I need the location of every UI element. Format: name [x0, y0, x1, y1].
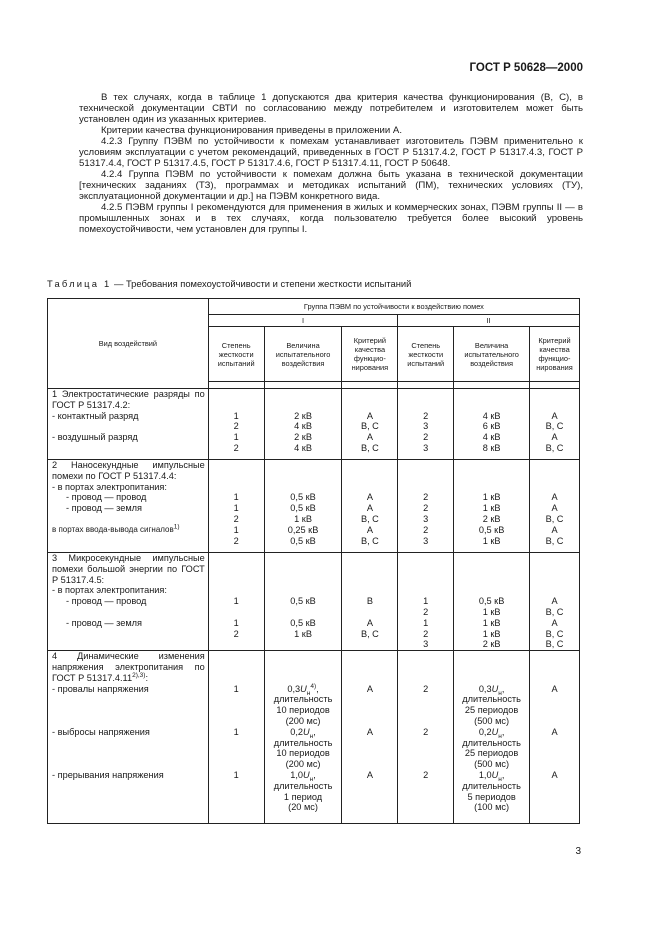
row-title: 3 Микросекундные импульсные помехи большой энергии по ГОСТ Р 51317.4.5:: [52, 553, 205, 585]
cell-value: 4 кВ: [482, 432, 501, 443]
cell-value-subscript: н: [498, 775, 502, 783]
cell-criterion: В, С: [360, 442, 379, 453]
cell-criterion: В: [366, 596, 373, 607]
page-number: 3: [575, 846, 581, 857]
cell-value: 10 периодов: [276, 705, 330, 716]
footnote-ref: 4): [310, 682, 317, 690]
cell-value-number: 0,2: [290, 726, 304, 737]
cell-criterion: А: [366, 726, 373, 737]
cell-value: (20 мс): [288, 802, 318, 813]
cell-value: (500 мс): [474, 715, 510, 726]
cell-degree: 1: [233, 617, 239, 628]
cell-criterion: А: [366, 683, 373, 694]
header-group: Группа ПЭВМ по устойчивости к воздействию помех: [208, 299, 579, 315]
cell-degree: 2: [423, 628, 429, 639]
cell-degree: 1: [423, 596, 429, 607]
paragraph: 4.2.3 Группу ПЭВМ по устойчивости к помехам устанавливает изготовитель ПЭВМ применительно к условиям эксплуатации с учетом рекомендаций, приведенных в ГОСТ Р 51317.4.2, ГОСТ Р 51317.4.3, ГОСТ Р 51317.4.4, ГОСТ Р 51317.4.5, ГОСТ Р 51317.4.6, ГОСТ Р 51317.4.11, ГОСТ Р 50648.: [79, 136, 583, 169]
footnote-ref: 1): [173, 523, 180, 531]
cell-value: 0,5 кВ: [478, 596, 505, 607]
cell-value-number: 1,0: [290, 769, 304, 780]
table-caption: [47, 278, 411, 289]
requirements-table: [47, 298, 580, 824]
cell-criterion: А: [551, 769, 558, 780]
cell-value: 2 кВ: [482, 639, 501, 650]
row-title-text: 4 Динамические изменения напряжения электропитания по ГОСТ Р 51317.4.11: [52, 651, 205, 683]
cell-degree: 1: [233, 503, 239, 514]
cell-value: 0,5 кВ: [290, 617, 316, 628]
cell-value: 1 кВ: [482, 606, 501, 617]
cell-value: длительность: [273, 694, 333, 705]
cell-value: 1 кВ: [294, 628, 312, 639]
cell-value: 1 кВ: [482, 628, 501, 639]
row-title-end: :: [145, 672, 149, 683]
cell-value: 2 кВ: [294, 410, 312, 421]
row-title: [48, 651, 208, 683]
row-label: - выбросы напряжения: [52, 726, 150, 737]
cell-value-symbol: U: [491, 769, 499, 780]
cell-degree: 1: [233, 596, 239, 607]
cell-criterion: А: [551, 726, 558, 737]
cell-criterion: А: [551, 492, 558, 503]
cell-value-number: 0,2: [478, 726, 492, 737]
row-label: - воздушный разряд: [52, 432, 138, 443]
cell-value: 25 периодов: [464, 748, 519, 759]
cell-degree: 2: [423, 769, 429, 780]
cell-value: $1,0U_н$,: [478, 769, 505, 783]
header-group-1: I: [208, 315, 398, 327]
table-row: [48, 460, 580, 553]
cell-degree: 3: [423, 421, 429, 432]
cell-value: 4 кВ: [294, 442, 312, 453]
cell-value-number: 1,0: [478, 769, 492, 780]
row-label: - прерывания напряжения: [52, 769, 164, 780]
cell-criterion: А: [366, 432, 373, 443]
footnote-ref: 2),3): [132, 671, 146, 679]
cell-value: $0,2U_н$,: [290, 726, 316, 740]
cell-criterion: В, С: [545, 606, 564, 617]
cell-degree: 3: [423, 639, 429, 650]
table-caption-text: — Требования помехоустойчивости и степени жесткости испытаний: [111, 278, 412, 289]
header-degree: Степень жесткости испытаний: [208, 327, 264, 382]
cell-degree: 2: [423, 410, 429, 421]
cell-value: 5 периодов: [467, 791, 516, 802]
cell-value: (200 мс): [285, 759, 321, 770]
cell-criterion: В, С: [545, 421, 564, 432]
cell-degree: 1: [233, 410, 239, 421]
body-text: [79, 92, 583, 235]
cell-degree: 2: [423, 432, 429, 443]
cell-degree: 2: [233, 421, 239, 432]
cell-value: $1,0U_н$,: [290, 769, 316, 783]
cell-value-subscript: н: [306, 689, 311, 697]
cell-value-symbol: U: [300, 683, 307, 694]
paragraph: Критерии качества функционирования приведены в приложении А.: [101, 125, 402, 136]
cell-criterion: А: [551, 617, 558, 628]
row-label: - провод — земля: [66, 503, 143, 514]
cell-value-symbol: U: [303, 769, 310, 780]
row-label: - провод — провод: [66, 596, 147, 607]
cell-degree: 2: [423, 726, 429, 737]
cell-degree: 2: [423, 492, 429, 503]
cell-degree: 2: [233, 513, 239, 524]
cell-value: 0,5 кВ: [478, 524, 505, 535]
cell-criterion: В, С: [360, 421, 379, 432]
cell-criterion: А: [551, 432, 558, 443]
cell-criterion: В, С: [360, 513, 379, 524]
cell-criterion: А: [551, 524, 558, 535]
cell-value: 0,25 кВ: [287, 524, 319, 535]
cell-criterion: А: [551, 596, 558, 607]
cell-degree: 1: [423, 617, 429, 628]
cell-value-symbol: U: [491, 683, 499, 694]
cell-degree: 3: [423, 513, 429, 524]
cell-value: 0,5 кВ: [290, 492, 316, 503]
cell-degree: 1: [233, 726, 239, 737]
cell-criterion: А: [551, 683, 558, 694]
cell-criterion: В, С: [360, 535, 379, 546]
cell-value: 4 кВ: [294, 421, 312, 432]
cell-degree: 1: [233, 769, 239, 780]
cell-value: 0,5 кВ: [290, 535, 316, 546]
table-row: [48, 553, 580, 651]
cell-value: 0,5 кВ: [290, 596, 316, 607]
cell-degree: 2: [423, 683, 429, 694]
paragraph: В тех случаях, когда в таблице 1 допускаются два критерия качества функционирования (В, С), в технической документации СВТИ по согласованию между потребителем и изготовителем может быть установлен один из указанных критериев.: [79, 92, 583, 125]
cell-value: (200 мс): [285, 715, 321, 726]
cell-degree: 3: [423, 535, 429, 546]
cell-value: длительность: [273, 780, 333, 791]
cell-criterion: А: [366, 769, 373, 780]
cell-value: 1 кВ: [482, 503, 501, 514]
cell-value: 0,5 кВ: [290, 503, 316, 514]
row-label: - провод — провод: [66, 492, 147, 503]
cell-value-subscript: н: [498, 689, 502, 697]
cell-value: 2 кВ: [294, 432, 312, 443]
row-label: [48, 525, 208, 536]
document-id: ГОСТ Р 50628—2000: [469, 62, 583, 74]
cell-degree: 2: [423, 524, 429, 535]
cell-degree: 3: [423, 442, 429, 453]
cell-criterion: А: [551, 503, 558, 514]
table-row: [48, 389, 580, 460]
row-title: 2 Наносекундные импульсные помехи по ГОСТ Р 51317.4.4:: [52, 460, 205, 481]
cell-value-number: 0,3: [478, 683, 492, 694]
header-value: Величина испытательного воздействия: [264, 327, 342, 382]
paragraph: 4.2.5 ПЭВМ группы I рекомендуются для применения в жилых и коммерческих зонах, ПЭВМ группы II — в промышленных зонах и в тех случаях, когда пользователю требуется более высокий уровень помехоустойчивости, чем установлен для группы I.: [79, 202, 583, 235]
row-label: - провод — земля: [66, 617, 143, 628]
paragraph: 4.2.4 Группа ПЭВМ по устойчивости к помехам должна быть указана в технической документации [технических заданиях (ТЗ), программах и методиках испытаний (ПМ), технических условиях (ТУ), эксплуатационной документации и др.] на ПЭВМ конкретного вида.: [79, 169, 583, 202]
cell-value: длительность: [462, 694, 521, 705]
cell-criterion: А: [366, 524, 373, 535]
cell-criterion: А: [366, 410, 373, 421]
cell-degree: 2: [233, 535, 239, 546]
header-degree: Степень жесткости испытаний: [398, 327, 454, 382]
cell-value-subscript: н: [309, 732, 314, 740]
cell-value-subscript: н: [309, 775, 314, 783]
cell-degree: 2: [423, 606, 429, 617]
cell-value: 4 кВ: [482, 410, 501, 421]
header-group-2: II: [398, 315, 580, 327]
cell-value: $0,3U_н$,: [478, 683, 505, 697]
cell-criterion: А: [366, 503, 373, 514]
cell-value: 10 периодов: [276, 748, 330, 759]
cell-value: 1 кВ: [482, 535, 501, 546]
cell-criterion: В, С: [545, 639, 564, 650]
header-influence: Вид воздействий: [48, 299, 209, 389]
cell-value: длительность: [462, 737, 521, 748]
row-title: 1 Электростатические разряды по ГОСТ Р 51317.4.2:: [52, 389, 205, 410]
row-label: - провалы напряжения: [52, 683, 149, 694]
cell-value: 1 кВ: [294, 513, 312, 524]
row-label: - контактный разряд: [52, 410, 139, 421]
cell-value: (500 мс): [474, 759, 510, 770]
cell-degree: 2: [233, 628, 239, 639]
cell-criterion: А: [366, 492, 373, 503]
cell-value: $0,3U_н^{4)}$,: [287, 682, 319, 697]
cell-value: 1 период: [283, 791, 323, 802]
cell-value: 25 периодов: [464, 705, 519, 716]
row-label-text: в портах ввода-вывода сигналов: [52, 524, 174, 534]
cell-criterion: В, С: [360, 628, 379, 639]
cell-criterion: В, С: [545, 513, 564, 524]
cell-criterion: В, С: [545, 628, 564, 639]
cell-degree: 1: [233, 492, 239, 503]
cell-degree: 2: [233, 442, 239, 453]
header-criterion: Критерий качества функцио-нирования: [530, 327, 580, 382]
cell-value-number: 0,3: [287, 683, 301, 694]
cell-value: (100 мс): [474, 802, 510, 813]
cell-value: 6 кВ: [482, 421, 501, 432]
cell-criterion: В, С: [545, 535, 564, 546]
cell-criterion: А: [551, 410, 558, 421]
cell-value: 8 кВ: [482, 442, 501, 453]
cell-value: 2 кВ: [482, 513, 501, 524]
header-criterion: Критерий качества функцио-нирования: [342, 327, 398, 382]
row-label: - в портах электропитания:: [52, 585, 167, 596]
cell-degree: 1: [233, 524, 239, 535]
cell-value: 1 кВ: [482, 617, 501, 628]
cell-degree: 1: [233, 432, 239, 443]
cell-value: длительность: [273, 737, 333, 748]
cell-value-symbol: U: [303, 726, 310, 737]
cell-value-symbol: U: [491, 726, 499, 737]
cell-degree: 2: [423, 503, 429, 514]
table-row: [48, 651, 580, 824]
cell-value: 1 кВ: [482, 492, 501, 503]
cell-value-subscript: н: [498, 732, 502, 740]
cell-criterion: А: [366, 617, 373, 628]
cell-value: длительность: [462, 780, 521, 791]
cell-criterion: В, С: [545, 442, 564, 453]
table-caption-label: Таблица 1: [47, 278, 112, 289]
cell-degree: 1: [233, 683, 239, 694]
header-value: Величина испытательного воздействия: [454, 327, 530, 382]
cell-value: $0,2U_н$,: [478, 726, 505, 740]
row-label: - в портах электропитания:: [52, 481, 167, 492]
